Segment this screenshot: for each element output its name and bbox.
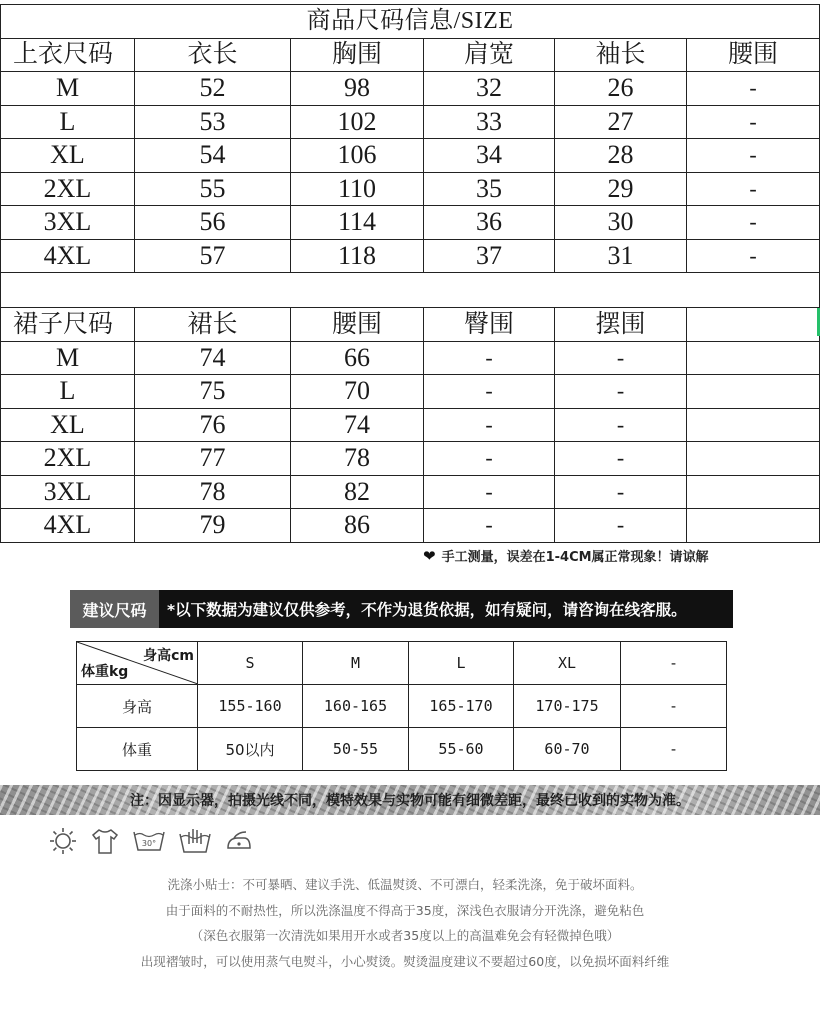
rec-weight-row <box>77 728 727 771</box>
top-header-cell: 袖长 <box>555 38 687 72</box>
size-table <box>0 4 820 543</box>
rec-value-cell: 60-70 <box>514 728 621 771</box>
table-row <box>1 206 820 240</box>
shirt-icon <box>90 826 120 856</box>
size-cell: 3XL <box>1 475 135 509</box>
value-cell: 118 <box>291 239 424 273</box>
size-cell: 2XL <box>1 442 135 476</box>
care-line: 洗涤小贴士：不可暴晒、建议手洗、低温熨烫、不可漂白，轻柔洗涤，免于破坏面料。 <box>167 877 643 892</box>
suggest-note: *以下数据为建议仅供参考，不作为退货依据，如有疑问，请咨询在线客服。 <box>167 601 687 619</box>
rec-row-label: 体重 <box>77 728 198 771</box>
table-row <box>1 239 820 273</box>
size-table-title-row <box>1 5 820 39</box>
value-cell: 98 <box>291 72 424 106</box>
table-row <box>1 341 820 375</box>
size-cell: M <box>1 341 135 375</box>
value-cell: 102 <box>291 105 424 139</box>
top-header-cell: 腰围 <box>687 38 820 72</box>
sun-icon <box>48 826 78 856</box>
size-cell: 4XL <box>1 239 135 273</box>
value-cell: 106 <box>291 139 424 173</box>
rec-size-cell: - <box>621 642 727 685</box>
value-cell: - <box>687 172 820 206</box>
value-cell: - <box>424 442 555 476</box>
table-row <box>1 105 820 139</box>
value-cell <box>687 509 820 543</box>
value-cell: 55 <box>135 172 291 206</box>
table-row <box>1 375 820 409</box>
value-cell: - <box>687 206 820 240</box>
value-cell: - <box>555 442 687 476</box>
heart-icon: ❤ <box>423 546 436 565</box>
suggest-tag: 建议尺码 <box>70 590 159 628</box>
recommendation-table <box>76 641 727 771</box>
spacer-cell <box>1 273 820 308</box>
value-cell: 30 <box>555 206 687 240</box>
table-spacer-row <box>1 273 820 308</box>
value-cell: - <box>555 475 687 509</box>
care-icons <box>48 826 254 856</box>
rec-value-cell: 160-165 <box>303 685 409 728</box>
value-cell: 52 <box>135 72 291 106</box>
care-instructions <box>0 872 810 974</box>
rec-row-label: 身高 <box>77 685 198 728</box>
rec-corner-cell <box>77 642 198 685</box>
rec-size-cell: L <box>409 642 514 685</box>
table-row <box>1 172 820 206</box>
skirt-header-cell: 裙长 <box>135 308 291 342</box>
rec-height-row <box>77 685 727 728</box>
value-cell: 76 <box>135 408 291 442</box>
measure-note-text: 手工测量，误差在1-4CM属正常现象！请谅解 <box>441 550 709 565</box>
value-cell: 53 <box>135 105 291 139</box>
top-header-cell: 上衣尺码 <box>1 38 135 72</box>
value-cell: 35 <box>424 172 555 206</box>
size-cell: XL <box>1 408 135 442</box>
value-cell: 29 <box>555 172 687 206</box>
disclaimer-banner <box>0 785 820 815</box>
value-cell: 57 <box>135 239 291 273</box>
value-cell: - <box>687 72 820 106</box>
value-cell: 78 <box>135 475 291 509</box>
table-row <box>1 72 820 106</box>
rec-size-cell: XL <box>514 642 621 685</box>
rec-value-cell: - <box>621 685 727 728</box>
table-row <box>1 509 820 543</box>
value-cell: - <box>555 509 687 543</box>
rec-value-cell: 50-55 <box>303 728 409 771</box>
value-cell: 74 <box>135 341 291 375</box>
skirt-header-cell: 裙子尺码 <box>1 308 135 342</box>
measure-note <box>423 546 709 565</box>
value-cell: 37 <box>424 239 555 273</box>
top-header-row <box>1 38 820 72</box>
value-cell: - <box>424 408 555 442</box>
wash-30-icon <box>132 826 166 856</box>
value-cell <box>687 341 820 375</box>
table-row <box>1 442 820 476</box>
value-cell: 27 <box>555 105 687 139</box>
rec-value-cell: 155-160 <box>198 685 303 728</box>
rec-size-cell: M <box>303 642 409 685</box>
value-cell: 86 <box>291 509 424 543</box>
care-line: （深色衣服第一次清洗如果用开水或者35度以上的高温难免会有轻微掉色哦） <box>190 928 620 943</box>
value-cell: - <box>687 239 820 273</box>
value-cell: 74 <box>291 408 424 442</box>
skirt-header-cell: 臀围 <box>424 308 555 342</box>
value-cell: 26 <box>555 72 687 106</box>
value-cell: 31 <box>555 239 687 273</box>
value-cell: 36 <box>424 206 555 240</box>
size-cell: XL <box>1 139 135 173</box>
top-header-cell: 胸围 <box>291 38 424 72</box>
value-cell: 77 <box>135 442 291 476</box>
value-cell: - <box>424 509 555 543</box>
skirt-header-cell: 腰围 <box>291 308 424 342</box>
table-row <box>1 475 820 509</box>
size-cell: 3XL <box>1 206 135 240</box>
care-line: 出现褶皱时，可以使用蒸气电熨斗，小心熨烫。熨烫温度建议不要超过60度，以免损坏面料纤维 <box>140 953 670 969</box>
size-cell: L <box>1 375 135 409</box>
suggest-bar <box>70 590 733 628</box>
corner-weight-label: 体重kg <box>81 664 129 680</box>
value-cell: 70 <box>291 375 424 409</box>
value-cell: 32 <box>424 72 555 106</box>
size-cell: M <box>1 72 135 106</box>
rec-value-cell: 170-175 <box>514 685 621 728</box>
value-cell <box>687 442 820 476</box>
value-cell: - <box>687 139 820 173</box>
value-cell: 110 <box>291 172 424 206</box>
disclaimer-text: 注：因显示器，拍摄光线不同，模特效果与实物可能有细微差距，最终已收到的实物为准。 <box>130 793 690 809</box>
value-cell: 114 <box>291 206 424 240</box>
value-cell <box>687 408 820 442</box>
value-cell: 78 <box>291 442 424 476</box>
svg-text:30°: 30° <box>141 839 157 848</box>
value-cell: 54 <box>135 139 291 173</box>
iron-icon <box>224 826 254 856</box>
table-row <box>1 408 820 442</box>
value-cell: 82 <box>291 475 424 509</box>
value-cell <box>687 375 820 409</box>
hand-wash-icon <box>178 826 212 856</box>
value-cell: 56 <box>135 206 291 240</box>
size-cell: L <box>1 105 135 139</box>
size-cell: 4XL <box>1 509 135 543</box>
size-table-title: 商品尺码信息/SIZE <box>1 5 820 39</box>
skirt-header-row <box>1 308 820 342</box>
skirt-header-cell <box>687 308 820 342</box>
table-row <box>1 139 820 173</box>
rec-size-cell: S <box>198 642 303 685</box>
value-cell <box>687 475 820 509</box>
care-line: 由于面料的不耐热性，所以洗涤温度不得高于35度，深浅色衣服请分开洗涤，避免粘色 <box>165 902 645 918</box>
value-cell: - <box>424 375 555 409</box>
top-header-cell: 衣长 <box>135 38 291 72</box>
value-cell: - <box>424 341 555 375</box>
value-cell: - <box>687 105 820 139</box>
value-cell: 33 <box>424 105 555 139</box>
value-cell: 75 <box>135 375 291 409</box>
value-cell: - <box>555 341 687 375</box>
top-header-cell: 肩宽 <box>424 38 555 72</box>
skirt-header-cell: 摆围 <box>555 308 687 342</box>
value-cell: 79 <box>135 509 291 543</box>
rec-value-cell: 55-60 <box>409 728 514 771</box>
value-cell: - <box>555 375 687 409</box>
value-cell: 66 <box>291 341 424 375</box>
rec-header-row <box>77 642 727 685</box>
corner-height-label: 身高cm <box>143 648 194 664</box>
value-cell: - <box>555 408 687 442</box>
value-cell: 34 <box>424 139 555 173</box>
rec-value-cell: 165-170 <box>409 685 514 728</box>
size-cell: 2XL <box>1 172 135 206</box>
rec-value-cell: - <box>621 728 727 771</box>
value-cell: - <box>424 475 555 509</box>
value-cell: 28 <box>555 139 687 173</box>
rec-value-cell: 50以内 <box>198 728 303 771</box>
